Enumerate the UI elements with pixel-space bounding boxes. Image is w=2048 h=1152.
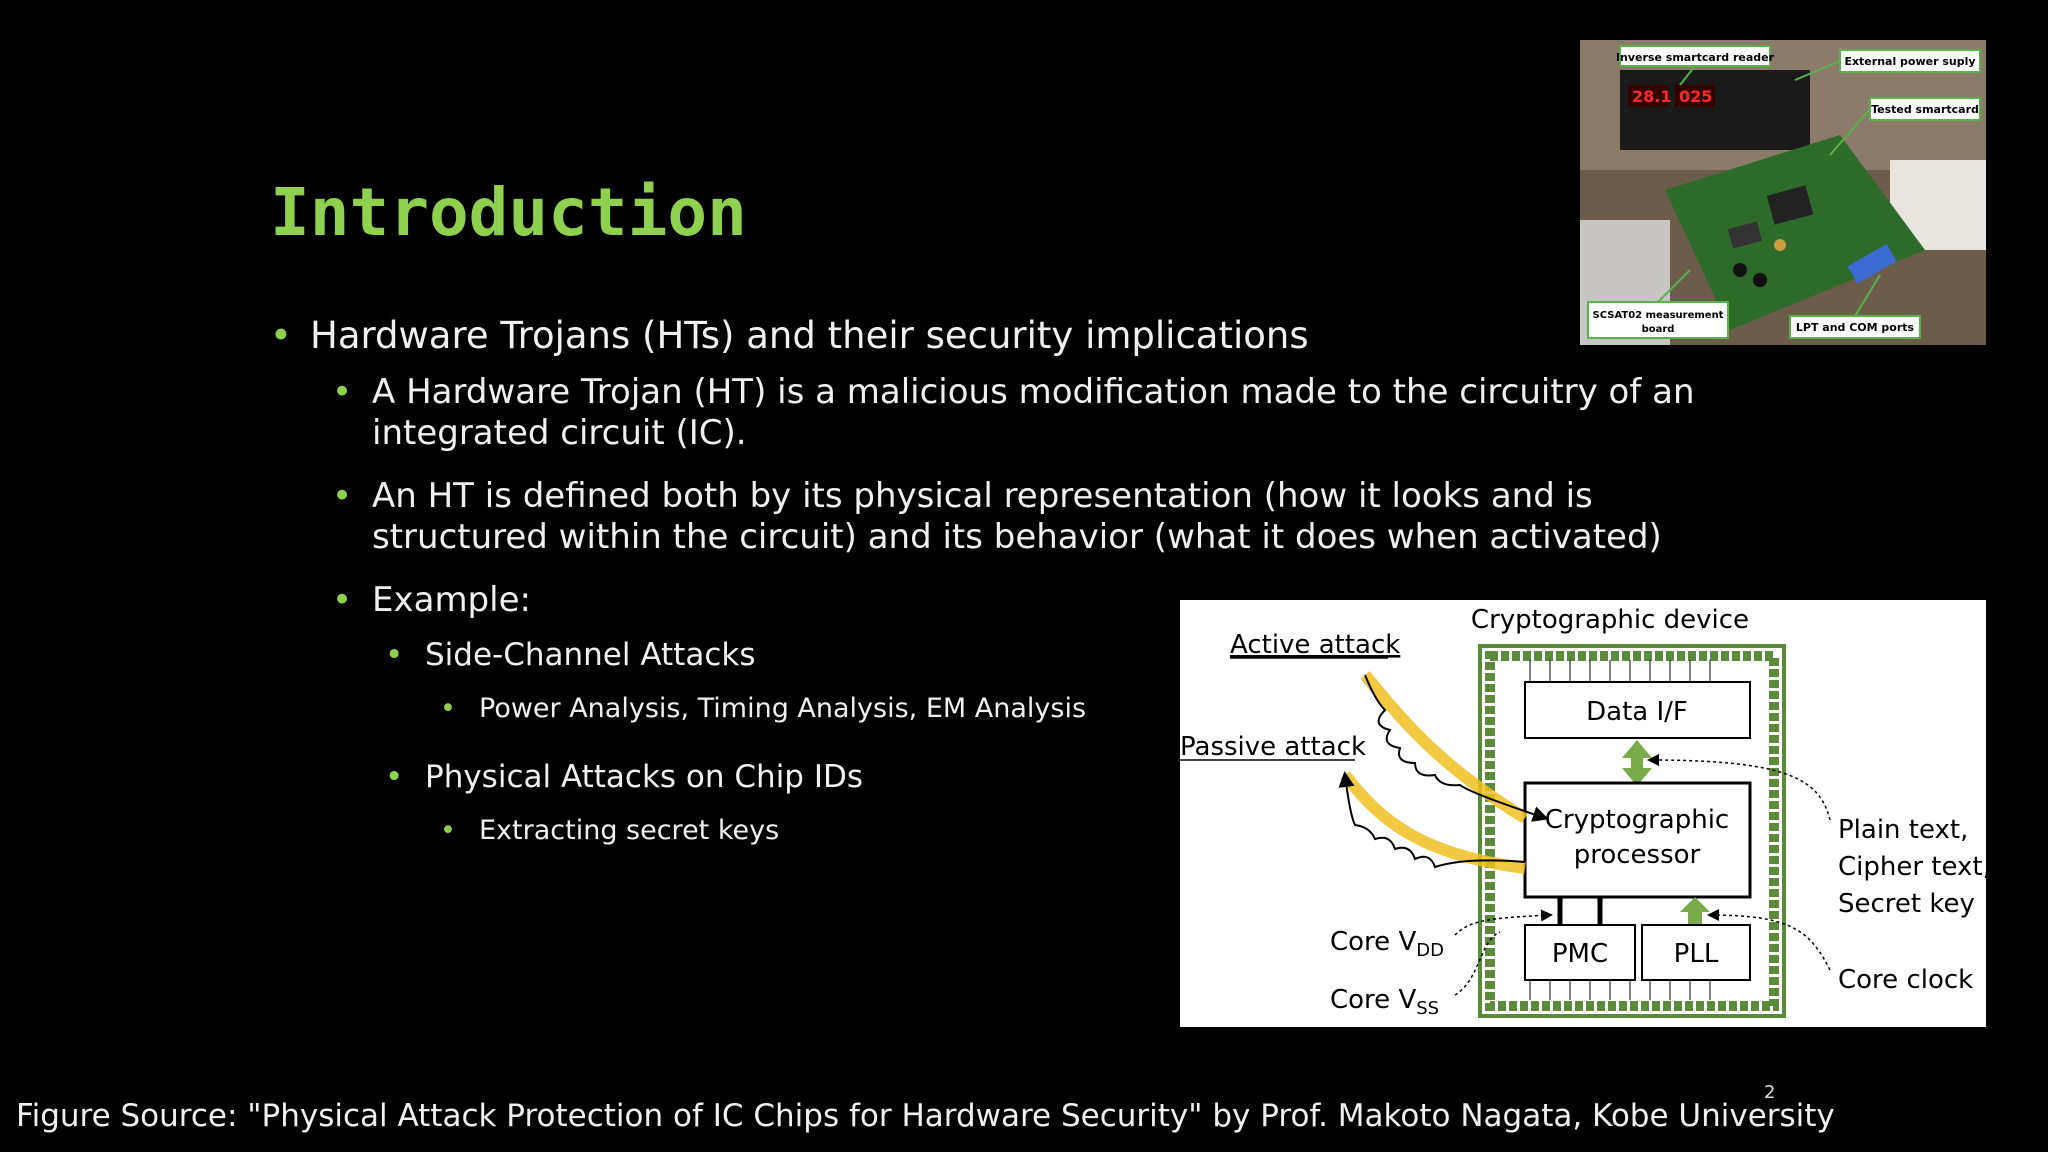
core-vdd-label: Core $V_{DD}$ xyxy=(1330,927,1444,961)
secret-key-label: Secret key xyxy=(1838,889,1975,919)
photo-illustration xyxy=(1580,40,1986,345)
bullet-dot-icon: • xyxy=(440,693,456,724)
reader-display-1: 28.1 xyxy=(1632,87,1672,106)
bullet-dot-icon: • xyxy=(332,372,353,412)
slide-title: Introduction xyxy=(270,174,747,251)
bullet-item: • Power Analysis, Timing Analysis, EM Analysis xyxy=(270,691,1720,727)
label-board-1: SCSAT02 measurement xyxy=(1592,310,1724,321)
bullet-item: • Physical Attacks on Chip IDs xyxy=(385,759,863,795)
label-ports: LPT and COM ports xyxy=(1795,321,1915,334)
core-clock-label: Core clock xyxy=(1838,965,1974,995)
passive-attack-label: Passive attack xyxy=(1180,732,1367,762)
core-vss-label: Core $V_{SS}$ xyxy=(1330,985,1440,1019)
diagram-svg xyxy=(1180,600,1986,1027)
bullet-dot-icon: • xyxy=(385,759,404,795)
bullet-dot-icon: • xyxy=(332,580,353,620)
label-card: Tested smartcard xyxy=(1871,103,1979,116)
label-board-2: board xyxy=(1641,324,1675,335)
measurement-setup-photo xyxy=(1580,40,1986,345)
label-reader: Inverse smartcard reader xyxy=(1615,51,1775,64)
figure-source-footer: Figure Source: "Physical Attack Protection of IC Chips for Hardware Security" by Prof. Makoto Nagata, Kobe University xyxy=(16,1098,1835,1134)
bullet-item: • Extracting secret keys xyxy=(270,813,1720,849)
page-number: 2 xyxy=(1764,1082,1776,1103)
bullet-dot-icon: • xyxy=(440,815,456,846)
data-if-label: Data I/F xyxy=(1586,697,1688,727)
processor-label-2: processor xyxy=(1573,840,1701,870)
bullet-dot-icon: • xyxy=(385,637,404,673)
bullet-item: • A Hardware Trojan (HT) is a malicious modification made to the circuitry of an integrated circuit (IC). xyxy=(332,372,1695,453)
bullet-dot-icon: • xyxy=(332,476,353,516)
processor-label-1: Cryptographic xyxy=(1544,805,1730,835)
label-power: External power suply xyxy=(1844,55,1976,68)
crypto-device-diagram xyxy=(1180,600,1986,1027)
bullet-item: • An HT is defined both by its physical representation (how it looks and is structured within the circuit) and its behavior (what it does when activated) xyxy=(332,476,1662,557)
pmc-label: PMC xyxy=(1551,939,1609,969)
reader-display-2: 025 xyxy=(1679,87,1713,106)
bullet-item: • Example: xyxy=(332,580,531,620)
device-label: Cryptographic device xyxy=(1470,605,1750,635)
active-attack-label: Active attack xyxy=(1230,630,1401,660)
pll-label: PLL xyxy=(1673,939,1719,969)
bullet-item: • Side-Channel Attacks xyxy=(385,637,756,673)
cipher-text-label: Cipher text, xyxy=(1838,852,1986,882)
bullet-dot-icon: • xyxy=(270,314,292,357)
bullet-item: • Hardware Trojans (HTs) and their security implications xyxy=(270,312,1720,360)
plain-text-label: Plain text, xyxy=(1838,815,1969,845)
